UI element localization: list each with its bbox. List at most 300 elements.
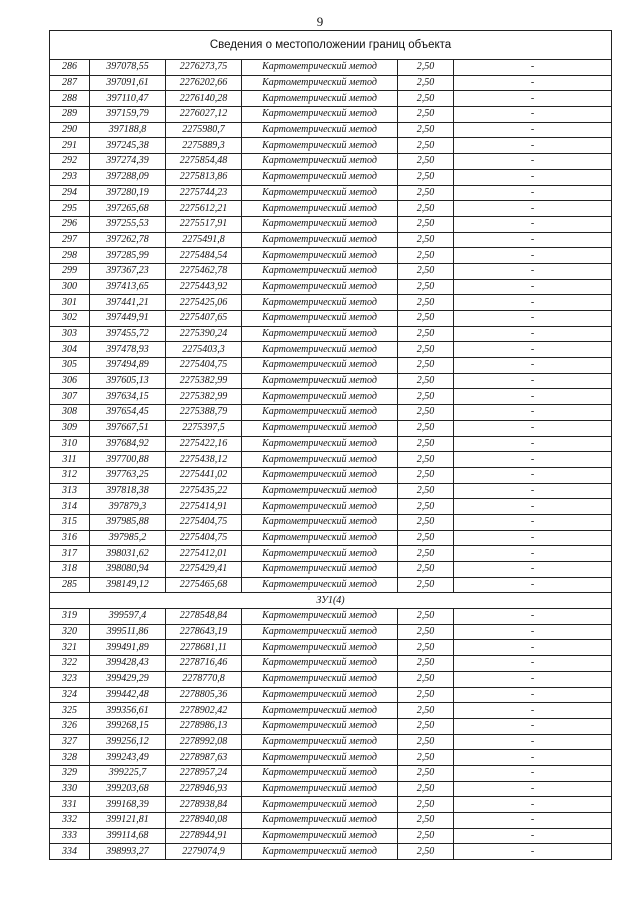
cell-coord-y: 2275404,75 (166, 530, 242, 546)
cell-accuracy: 2,50 (398, 514, 454, 530)
table-row (50, 107, 612, 123)
cell-method: Картометрический метод (242, 765, 398, 781)
cell-description: - (454, 91, 612, 107)
cell-coord-x: 397985,2 (90, 530, 166, 546)
cell-accuracy: 2,50 (398, 813, 454, 829)
cell-method: Картометрический метод (242, 577, 398, 593)
cell-coord-x: 399256,12 (90, 734, 166, 750)
cell-coord-y: 2275491,8 (166, 232, 242, 248)
cell-method: Картометрический метод (242, 546, 398, 562)
cell-accuracy: 2,50 (398, 154, 454, 170)
cell-coord-y: 2275407,65 (166, 311, 242, 327)
cell-point-number: 297 (50, 232, 90, 248)
cell-method: Картометрический метод (242, 216, 398, 232)
cell-description: - (454, 703, 612, 719)
table-row (50, 342, 612, 358)
boundary-coordinates-table (49, 30, 612, 860)
cell-coord-x: 397455,72 (90, 326, 166, 342)
cell-point-number: 334 (50, 844, 90, 860)
cell-coord-y: 2275438,12 (166, 452, 242, 468)
cell-point-number: 328 (50, 750, 90, 766)
cell-coord-y: 2278805,36 (166, 687, 242, 703)
cell-coord-y: 2275484,54 (166, 248, 242, 264)
table-row (50, 358, 612, 374)
cell-description: - (454, 342, 612, 358)
table-row (50, 499, 612, 515)
cell-method: Картометрический метод (242, 311, 398, 327)
table-title: Сведения о местоположении границ объекта (50, 31, 612, 60)
cell-coord-x: 399243,49 (90, 750, 166, 766)
cell-description: - (454, 122, 612, 138)
cell-coord-y: 2275390,24 (166, 326, 242, 342)
cell-description: - (454, 844, 612, 860)
cell-point-number: 330 (50, 781, 90, 797)
table-row (50, 216, 612, 232)
cell-method: Картометрический метод (242, 452, 398, 468)
cell-coord-x: 397188,8 (90, 122, 166, 138)
cell-method: Картометрический метод (242, 499, 398, 515)
cell-accuracy: 2,50 (398, 295, 454, 311)
cell-description: - (454, 467, 612, 483)
table-row (50, 436, 612, 452)
cell-description: - (454, 687, 612, 703)
cell-description: - (454, 750, 612, 766)
cell-method: Картометрический метод (242, 624, 398, 640)
cell-coord-x: 397684,92 (90, 436, 166, 452)
cell-coord-y: 2278938,84 (166, 797, 242, 813)
section-row (50, 593, 612, 609)
cell-point-number: 310 (50, 436, 90, 452)
cell-method: Картометрический метод (242, 154, 398, 170)
cell-description: - (454, 201, 612, 217)
cell-accuracy: 2,50 (398, 201, 454, 217)
cell-coord-x: 397700,88 (90, 452, 166, 468)
cell-method: Картометрический метод (242, 781, 398, 797)
cell-point-number: 286 (50, 60, 90, 76)
cell-coord-x: 399491,89 (90, 640, 166, 656)
cell-point-number: 320 (50, 624, 90, 640)
cell-coord-y: 2278643,19 (166, 624, 242, 640)
cell-coord-y: 2275465,68 (166, 577, 242, 593)
cell-coord-x: 397265,68 (90, 201, 166, 217)
cell-accuracy: 2,50 (398, 122, 454, 138)
cell-accuracy: 2,50 (398, 734, 454, 750)
cell-accuracy: 2,50 (398, 546, 454, 562)
cell-accuracy: 2,50 (398, 671, 454, 687)
cell-coord-y: 2275435,22 (166, 483, 242, 499)
cell-description: - (454, 718, 612, 734)
cell-coord-x: 397091,61 (90, 75, 166, 91)
cell-description: - (454, 389, 612, 405)
cell-coord-x: 397605,13 (90, 373, 166, 389)
cell-accuracy: 2,50 (398, 530, 454, 546)
cell-method: Картометрический метод (242, 389, 398, 405)
cell-accuracy: 2,50 (398, 107, 454, 123)
cell-point-number: 292 (50, 154, 90, 170)
cell-method: Картометрический метод (242, 169, 398, 185)
cell-coord-x: 397634,15 (90, 389, 166, 405)
cell-accuracy: 2,50 (398, 248, 454, 264)
cell-method: Картометрический метод (242, 562, 398, 578)
cell-point-number: 293 (50, 169, 90, 185)
cell-description: - (454, 405, 612, 421)
cell-coord-x: 399203,68 (90, 781, 166, 797)
cell-description: - (454, 169, 612, 185)
cell-coord-y: 2275612,21 (166, 201, 242, 217)
cell-coord-y: 2275443,92 (166, 279, 242, 295)
cell-accuracy: 2,50 (398, 60, 454, 76)
cell-accuracy: 2,50 (398, 781, 454, 797)
table-row (50, 279, 612, 295)
cell-point-number: 294 (50, 185, 90, 201)
cell-method: Картометрический метод (242, 734, 398, 750)
cell-description: - (454, 107, 612, 123)
cell-accuracy: 2,50 (398, 91, 454, 107)
table-row (50, 232, 612, 248)
cell-description: - (454, 373, 612, 389)
cell-coord-x: 399429,29 (90, 671, 166, 687)
table-row (50, 295, 612, 311)
cell-method: Картометрический метод (242, 703, 398, 719)
cell-coord-y: 2278548,84 (166, 609, 242, 625)
cell-description: - (454, 185, 612, 201)
table-row (50, 452, 612, 468)
cell-coord-y: 2275388,79 (166, 405, 242, 421)
cell-point-number: 306 (50, 373, 90, 389)
cell-description: - (454, 781, 612, 797)
cell-accuracy: 2,50 (398, 232, 454, 248)
cell-accuracy: 2,50 (398, 185, 454, 201)
cell-method: Картометрический метод (242, 232, 398, 248)
cell-point-number: 309 (50, 420, 90, 436)
table-row (50, 671, 612, 687)
table-row (50, 718, 612, 734)
table-row (50, 326, 612, 342)
cell-accuracy: 2,50 (398, 844, 454, 860)
table-title-row (50, 31, 612, 60)
cell-coord-x: 397245,38 (90, 138, 166, 154)
cell-point-number: 333 (50, 828, 90, 844)
cell-point-number: 321 (50, 640, 90, 656)
cell-method: Картометрический метод (242, 279, 398, 295)
cell-accuracy: 2,50 (398, 75, 454, 91)
cell-point-number: 305 (50, 358, 90, 374)
cell-accuracy: 2,50 (398, 577, 454, 593)
cell-point-number: 296 (50, 216, 90, 232)
table-row (50, 263, 612, 279)
cell-description: - (454, 562, 612, 578)
cell-coord-y: 2278987,63 (166, 750, 242, 766)
table-row (50, 248, 612, 264)
cell-coord-y: 2279074,9 (166, 844, 242, 860)
cell-accuracy: 2,50 (398, 609, 454, 625)
cell-coord-y: 2278957,24 (166, 765, 242, 781)
table-row (50, 765, 612, 781)
cell-accuracy: 2,50 (398, 342, 454, 358)
cell-coord-x: 397818,38 (90, 483, 166, 499)
cell-accuracy: 2,50 (398, 828, 454, 844)
cell-description: - (454, 671, 612, 687)
cell-coord-x: 399356,61 (90, 703, 166, 719)
cell-accuracy: 2,50 (398, 373, 454, 389)
cell-accuracy: 2,50 (398, 263, 454, 279)
table-row (50, 750, 612, 766)
table-row (50, 201, 612, 217)
table-row (50, 138, 612, 154)
table-row (50, 797, 612, 813)
cell-coord-x: 397494,89 (90, 358, 166, 374)
cell-description: - (454, 828, 612, 844)
cell-accuracy: 2,50 (398, 467, 454, 483)
cell-accuracy: 2,50 (398, 562, 454, 578)
table-row (50, 609, 612, 625)
cell-method: Картометрический метод (242, 514, 398, 530)
cell-point-number: 307 (50, 389, 90, 405)
cell-description: - (454, 624, 612, 640)
table-row (50, 687, 612, 703)
cell-point-number: 285 (50, 577, 90, 593)
table-row (50, 781, 612, 797)
cell-point-number: 314 (50, 499, 90, 515)
table-row (50, 844, 612, 860)
cell-coord-x: 399597,4 (90, 609, 166, 625)
cell-coord-x: 398993,27 (90, 844, 166, 860)
cell-point-number: 298 (50, 248, 90, 264)
cell-point-number: 302 (50, 311, 90, 327)
cell-coord-y: 2275441,02 (166, 467, 242, 483)
table-row (50, 122, 612, 138)
cell-description: - (454, 60, 612, 76)
cell-description: - (454, 295, 612, 311)
cell-method: Картометрический метод (242, 750, 398, 766)
cell-method: Картометрический метод (242, 436, 398, 452)
table-row (50, 734, 612, 750)
table-row (50, 813, 612, 829)
cell-description: - (454, 640, 612, 656)
cell-point-number: 326 (50, 718, 90, 734)
cell-accuracy: 2,50 (398, 420, 454, 436)
cell-method: Картометрический метод (242, 844, 398, 860)
cell-point-number: 318 (50, 562, 90, 578)
cell-coord-x: 397280,19 (90, 185, 166, 201)
cell-method: Картометрический метод (242, 640, 398, 656)
cell-method: Картометрический метод (242, 91, 398, 107)
cell-description: - (454, 436, 612, 452)
cell-description: - (454, 75, 612, 91)
cell-description: - (454, 499, 612, 515)
cell-accuracy: 2,50 (398, 279, 454, 295)
cell-description: - (454, 813, 612, 829)
cell-coord-x: 397255,53 (90, 216, 166, 232)
cell-method: Картометрический метод (242, 201, 398, 217)
cell-coord-y: 2278992,08 (166, 734, 242, 750)
table-row (50, 562, 612, 578)
cell-description: - (454, 546, 612, 562)
cell-coord-x: 397667,51 (90, 420, 166, 436)
cell-coord-y: 2275425,06 (166, 295, 242, 311)
table-row (50, 546, 612, 562)
cell-method: Картометрический метод (242, 373, 398, 389)
cell-method: Картометрический метод (242, 687, 398, 703)
table-row (50, 373, 612, 389)
cell-accuracy: 2,50 (398, 703, 454, 719)
cell-point-number: 319 (50, 609, 90, 625)
cell-description: - (454, 232, 612, 248)
table-row (50, 91, 612, 107)
cell-coord-y: 2278944,91 (166, 828, 242, 844)
cell-accuracy: 2,50 (398, 483, 454, 499)
cell-description: - (454, 138, 612, 154)
cell-description: - (454, 514, 612, 530)
cell-accuracy: 2,50 (398, 499, 454, 515)
cell-coord-y: 2275429,41 (166, 562, 242, 578)
cell-method: Картометрический метод (242, 326, 398, 342)
cell-coord-x: 398031,62 (90, 546, 166, 562)
cell-method: Картометрический метод (242, 185, 398, 201)
cell-accuracy: 2,50 (398, 656, 454, 672)
cell-accuracy: 2,50 (398, 797, 454, 813)
cell-coord-x: 399442,48 (90, 687, 166, 703)
cell-coord-x: 397441,21 (90, 295, 166, 311)
cell-coord-y: 2278770,8 (166, 671, 242, 687)
table-row (50, 483, 612, 499)
cell-coord-y: 2275462,78 (166, 263, 242, 279)
cell-coord-x: 397763,25 (90, 467, 166, 483)
cell-method: Картометрический метод (242, 358, 398, 374)
cell-description: - (454, 248, 612, 264)
cell-coord-x: 397879,3 (90, 499, 166, 515)
cell-accuracy: 2,50 (398, 765, 454, 781)
table-row (50, 154, 612, 170)
cell-description: - (454, 577, 612, 593)
cell-point-number: 317 (50, 546, 90, 562)
cell-coord-x: 397449,91 (90, 311, 166, 327)
cell-point-number: 316 (50, 530, 90, 546)
cell-coord-y: 2275382,99 (166, 373, 242, 389)
table-row (50, 828, 612, 844)
cell-point-number: 287 (50, 75, 90, 91)
cell-coord-y: 2276140,28 (166, 91, 242, 107)
cell-coord-x: 399121,81 (90, 813, 166, 829)
cell-method: Картометрический метод (242, 656, 398, 672)
cell-description: - (454, 326, 612, 342)
cell-method: Картометрический метод (242, 420, 398, 436)
cell-coord-x: 397288,09 (90, 169, 166, 185)
table-row (50, 169, 612, 185)
cell-method: Картометрический метод (242, 797, 398, 813)
cell-method: Картометрический метод (242, 122, 398, 138)
table-row (50, 514, 612, 530)
table-row (50, 624, 612, 640)
cell-accuracy: 2,50 (398, 326, 454, 342)
cell-method: Картометрический метод (242, 530, 398, 546)
cell-description: - (454, 311, 612, 327)
cell-point-number: 291 (50, 138, 90, 154)
table-row (50, 185, 612, 201)
cell-point-number: 312 (50, 467, 90, 483)
cell-point-number: 324 (50, 687, 90, 703)
cell-accuracy: 2,50 (398, 389, 454, 405)
cell-accuracy: 2,50 (398, 718, 454, 734)
cell-coord-y: 2275412,01 (166, 546, 242, 562)
table-row (50, 703, 612, 719)
cell-coord-y: 2275889,3 (166, 138, 242, 154)
cell-description: - (454, 154, 612, 170)
cell-method: Картометрический метод (242, 813, 398, 829)
cell-point-number: 300 (50, 279, 90, 295)
cell-description: - (454, 420, 612, 436)
table-row (50, 577, 612, 593)
cell-point-number: 315 (50, 514, 90, 530)
cell-point-number: 290 (50, 122, 90, 138)
cell-coord-x: 397285,99 (90, 248, 166, 264)
cell-coord-x: 398080,94 (90, 562, 166, 578)
table-row (50, 640, 612, 656)
cell-point-number: 311 (50, 452, 90, 468)
cell-coord-x: 397413,65 (90, 279, 166, 295)
cell-description: - (454, 358, 612, 374)
cell-point-number: 295 (50, 201, 90, 217)
cell-coord-y: 2278681,11 (166, 640, 242, 656)
page-number: 9 (316, 14, 324, 29)
cell-coord-y: 2275744,23 (166, 185, 242, 201)
table-row (50, 75, 612, 91)
cell-coord-y: 2276202,66 (166, 75, 242, 91)
cell-coord-y: 2278716,46 (166, 656, 242, 672)
cell-point-number: 299 (50, 263, 90, 279)
cell-method: Картометрический метод (242, 60, 398, 76)
cell-coord-x: 397110,47 (90, 91, 166, 107)
cell-coord-x: 397159,79 (90, 107, 166, 123)
cell-point-number: 327 (50, 734, 90, 750)
cell-point-number: 332 (50, 813, 90, 829)
table-row (50, 405, 612, 421)
cell-coord-x: 399268,15 (90, 718, 166, 734)
cell-method: Картометрический метод (242, 138, 398, 154)
cell-coord-x: 397985,88 (90, 514, 166, 530)
cell-point-number: 322 (50, 656, 90, 672)
cell-point-number: 313 (50, 483, 90, 499)
cell-coord-x: 397367,23 (90, 263, 166, 279)
cell-coord-x: 397478,93 (90, 342, 166, 358)
cell-coord-y: 2275382,99 (166, 389, 242, 405)
cell-accuracy: 2,50 (398, 216, 454, 232)
cell-coord-y: 2275403,3 (166, 342, 242, 358)
cell-accuracy: 2,50 (398, 687, 454, 703)
cell-coord-y: 2276027,12 (166, 107, 242, 123)
cell-accuracy: 2,50 (398, 452, 454, 468)
section-label: ЗУ1(4) (50, 593, 612, 609)
cell-description: - (454, 609, 612, 625)
cell-accuracy: 2,50 (398, 640, 454, 656)
cell-point-number: 329 (50, 765, 90, 781)
cell-coord-y: 2275397,5 (166, 420, 242, 436)
cell-method: Картометрический метод (242, 718, 398, 734)
cell-coord-y: 2275813,86 (166, 169, 242, 185)
cell-coord-y: 2275517,91 (166, 216, 242, 232)
table-row (50, 420, 612, 436)
cell-accuracy: 2,50 (398, 624, 454, 640)
cell-coord-y: 2278946,93 (166, 781, 242, 797)
cell-point-number: 323 (50, 671, 90, 687)
cell-coord-y: 2276273,75 (166, 60, 242, 76)
cell-description: - (454, 279, 612, 295)
cell-description: - (454, 263, 612, 279)
cell-method: Картометрический метод (242, 75, 398, 91)
cell-description: - (454, 530, 612, 546)
cell-description: - (454, 765, 612, 781)
cell-accuracy: 2,50 (398, 138, 454, 154)
